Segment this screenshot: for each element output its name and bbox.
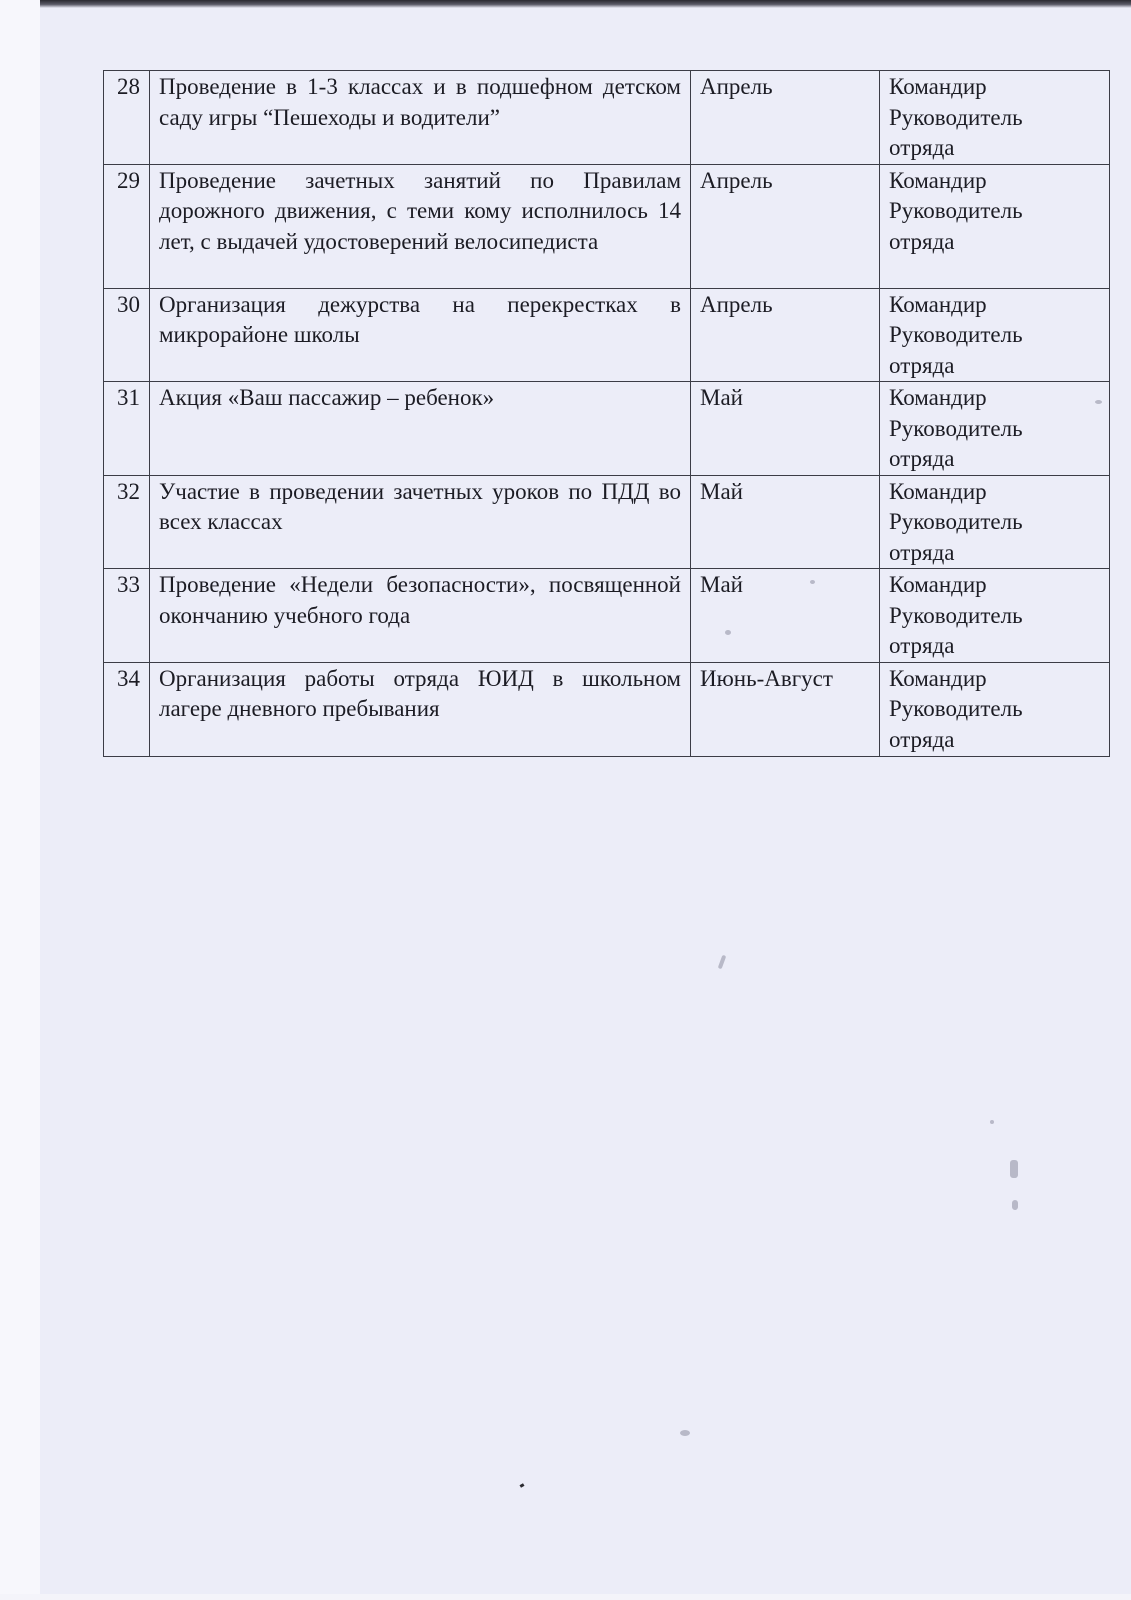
event-month: Апрель (691, 71, 880, 165)
event-responsible: Командир Руководитель отряда (880, 569, 1110, 663)
row-number: 30 (104, 288, 150, 382)
event-month: Апрель (691, 164, 880, 288)
table-row (104, 164, 1110, 288)
event-description: Проведение «Недели безопасности», посвященной окончанию учебного года (150, 569, 691, 663)
table-row (104, 569, 1110, 663)
row-number: 28 (104, 71, 150, 165)
event-description: Проведение зачетных занятий по Правилам дорожного движения, с теми кому исполнилось 14 лет, с выдачей удостоверений велосипедиста (150, 164, 691, 288)
event-description: Организация дежурства на перекрестках в микрорайоне школы (150, 288, 691, 382)
event-month: Апрель (691, 288, 880, 382)
event-description: Проведение в 1-3 классах и в подшефном детском саду игры “Пешеходы и водители” (150, 71, 691, 165)
event-month: Май (691, 569, 880, 663)
table-row (104, 475, 1110, 569)
event-responsible: Командир Руководитель отряда (880, 382, 1110, 476)
scan-speck (990, 1120, 994, 1124)
event-responsible: Командир Руководитель отряда (880, 164, 1110, 288)
row-number: 31 (104, 382, 150, 476)
table-row (104, 71, 1110, 165)
activity-plan-table (103, 70, 1110, 757)
row-number: 29 (104, 164, 150, 288)
event-description: Организация работы отряда ЮИД в школьном лагере дневного пребывания (150, 662, 691, 756)
row-number: 33 (104, 569, 150, 663)
event-responsible: Командир Руководитель отряда (880, 71, 1110, 165)
event-responsible: Командир Руководитель отряда (880, 475, 1110, 569)
scan-speck (718, 955, 727, 970)
event-month: Июнь-Август (691, 662, 880, 756)
scan-speck (725, 630, 731, 635)
scan-speck (680, 1430, 690, 1436)
table-row (104, 288, 1110, 382)
table-row (104, 382, 1110, 476)
scan-speck (810, 580, 815, 584)
row-number: 34 (104, 662, 150, 756)
table-row (104, 662, 1110, 756)
scan-speck (1095, 400, 1102, 404)
event-description: Акция «Ваш пассажир – ребенок» (150, 382, 691, 476)
event-responsible: Командир Руководитель отряда (880, 288, 1110, 382)
event-month: Май (691, 382, 880, 476)
event-month: Май (691, 475, 880, 569)
scan-mark (520, 1483, 525, 1488)
row-number: 32 (104, 475, 150, 569)
scan-speck (1012, 1200, 1018, 1210)
scan-speck (1010, 1160, 1018, 1178)
event-description: Участие в проведении зачетных уроков по ПДД во всех классах (150, 475, 691, 569)
event-responsible: Командир Руководитель отряда (880, 662, 1110, 756)
